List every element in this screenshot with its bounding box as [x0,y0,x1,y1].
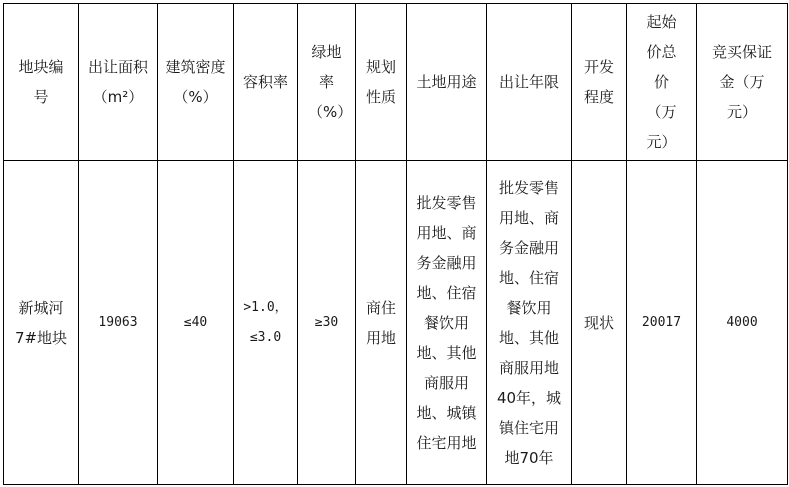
cell-land-use: 批发零售用地、商务金融用地、住宿餐饮用地、其他商服用地、城镇住宅用地 [407,161,487,485]
cell-plot-ratio: >1.0，≤3.0 [234,161,298,485]
header-planning-nature: 规划性质 [356,4,407,161]
cell-term: 批发零售用地、商务金融用地、住宿餐饮用地、其他商服用地40年，城镇住宅用地70年 [487,161,572,485]
header-parcel-id: 地块编号 [4,4,79,161]
cell-deposit: 4000 [697,161,788,485]
land-auction-table [3,3,788,485]
table-row [4,161,788,485]
header-deposit: 竞买保证金（万元） [697,4,788,161]
cell-parcel-id: 新城河7#地块 [4,161,79,485]
header-land-use: 土地用途 [407,4,487,161]
cell-starting-price: 20017 [627,161,697,485]
header-term: 出让年限 [487,4,572,161]
header-starting-price: 起始价总价（万元） [627,4,697,161]
cell-planning-nature: 商住用地 [356,161,407,485]
cell-area: 19063 [79,161,158,485]
header-row [4,4,788,161]
header-green-ratio: 绿地率（%） [298,4,356,161]
header-plot-ratio: 容积率 [234,4,298,161]
header-area: 出让面积（m²） [79,4,158,161]
header-building-density: 建筑密度（%） [158,4,234,161]
cell-development-level: 现状 [572,161,627,485]
cell-green-ratio: ≥30 [298,161,356,485]
cell-building-density: ≤40 [158,161,234,485]
header-development-level: 开发程度 [572,4,627,161]
